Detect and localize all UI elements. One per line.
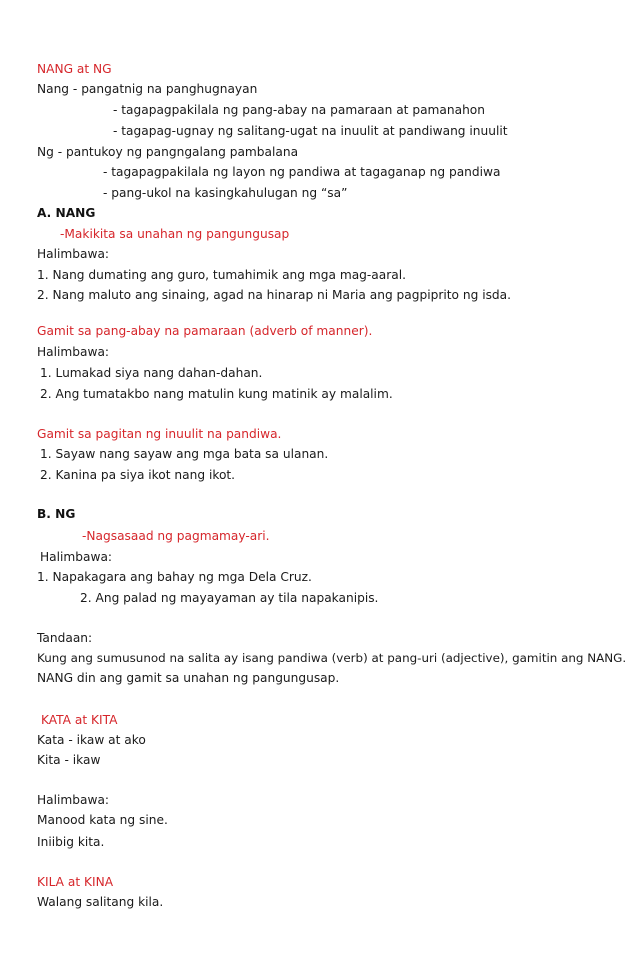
kita-definition: Kita - ikaw [37,753,101,767]
example-label: Halimbawa: [37,345,110,359]
nang-use-1: - tagapagpakilala ng pang-abay na pamaraan at pamanahon [113,103,485,117]
manner-example-2: 2. Ang tumatakbo nang matulin kung matinik ay malalim. [40,387,393,401]
nang-example-1: 1. Nang dumating ang guro, tumahimik ang mga mag-aaral. [37,268,406,282]
example-label: Halimbawa: [40,550,113,564]
kila-note: Walang salitang kila. [37,895,164,909]
kita-example: Iniibig kita. [37,835,105,849]
heading-manner: Gamit sa pang-abay na pamaraan (adverb of manner). [37,324,373,338]
nang-rule: -Makikita sa unahan ng pangungusap [60,227,290,241]
ng-definition: Ng - pantukoy ng pangngalang pambalana [37,145,299,159]
nang-use-2: - tagapag-ugnay ng salitang-ugat na inuulit at pandiwang inuulit [113,124,508,138]
ng-rule: -Nagsasaad ng pagmamay-ari. [82,529,270,543]
heading-nang-at-ng: NANG at NG [37,62,112,76]
ng-example-1: 1. Napakagara ang bahay ng mga Dela Cruz. [37,570,312,584]
ng-example-2: 2. Ang palad ng mayayaman ay tila napakanipis. [80,591,379,605]
heading-kata-at-kita: KATA at KITA [41,713,118,727]
tandaan-label: Tandaan: [37,631,93,645]
heading-kila-at-kina: KILA at KINA [37,875,114,889]
tandaan-line-2: NANG din ang gamit sa unahan ng pangungusap. [37,671,340,685]
heading-repeat: Gamit sa pagitan ng inuulit na pandiwa. [37,427,282,441]
kata-definition: Kata - ikaw at ako [37,733,146,747]
example-label: Halimbawa: [37,247,110,261]
repeat-example-2: 2. Kanina pa siya ikot nang ikot. [40,468,236,482]
nang-example-2: 2. Nang maluto ang sinaing, agad na hinarap ni Maria ang pagpiprito ng isda. [37,288,512,302]
ng-use-1: - tagapagpakilala ng layon ng pandiwa at tagaganap ng pandiwa [103,165,501,179]
example-label: Halimbawa: [37,793,110,807]
nang-definition: Nang - pangatnig na panghugnayan [37,82,258,96]
kata-example: Manood kata ng sine. [37,813,168,827]
ng-use-2: - pang-ukol na kasingkahulugan ng “sa” [103,186,348,200]
heading-b-ng: B. NG [37,507,76,521]
heading-a-nang: A. NANG [37,206,96,220]
manner-example-1: 1. Lumakad siya nang dahan-dahan. [40,366,263,380]
repeat-example-1: 1. Sayaw nang sayaw ang mga bata sa ulanan. [40,447,329,461]
tandaan-line-1: Kung ang sumusunod na salita ay isang pandiwa (verb) at pang-uri (adjective), gamitin ang NANG. [37,651,627,665]
